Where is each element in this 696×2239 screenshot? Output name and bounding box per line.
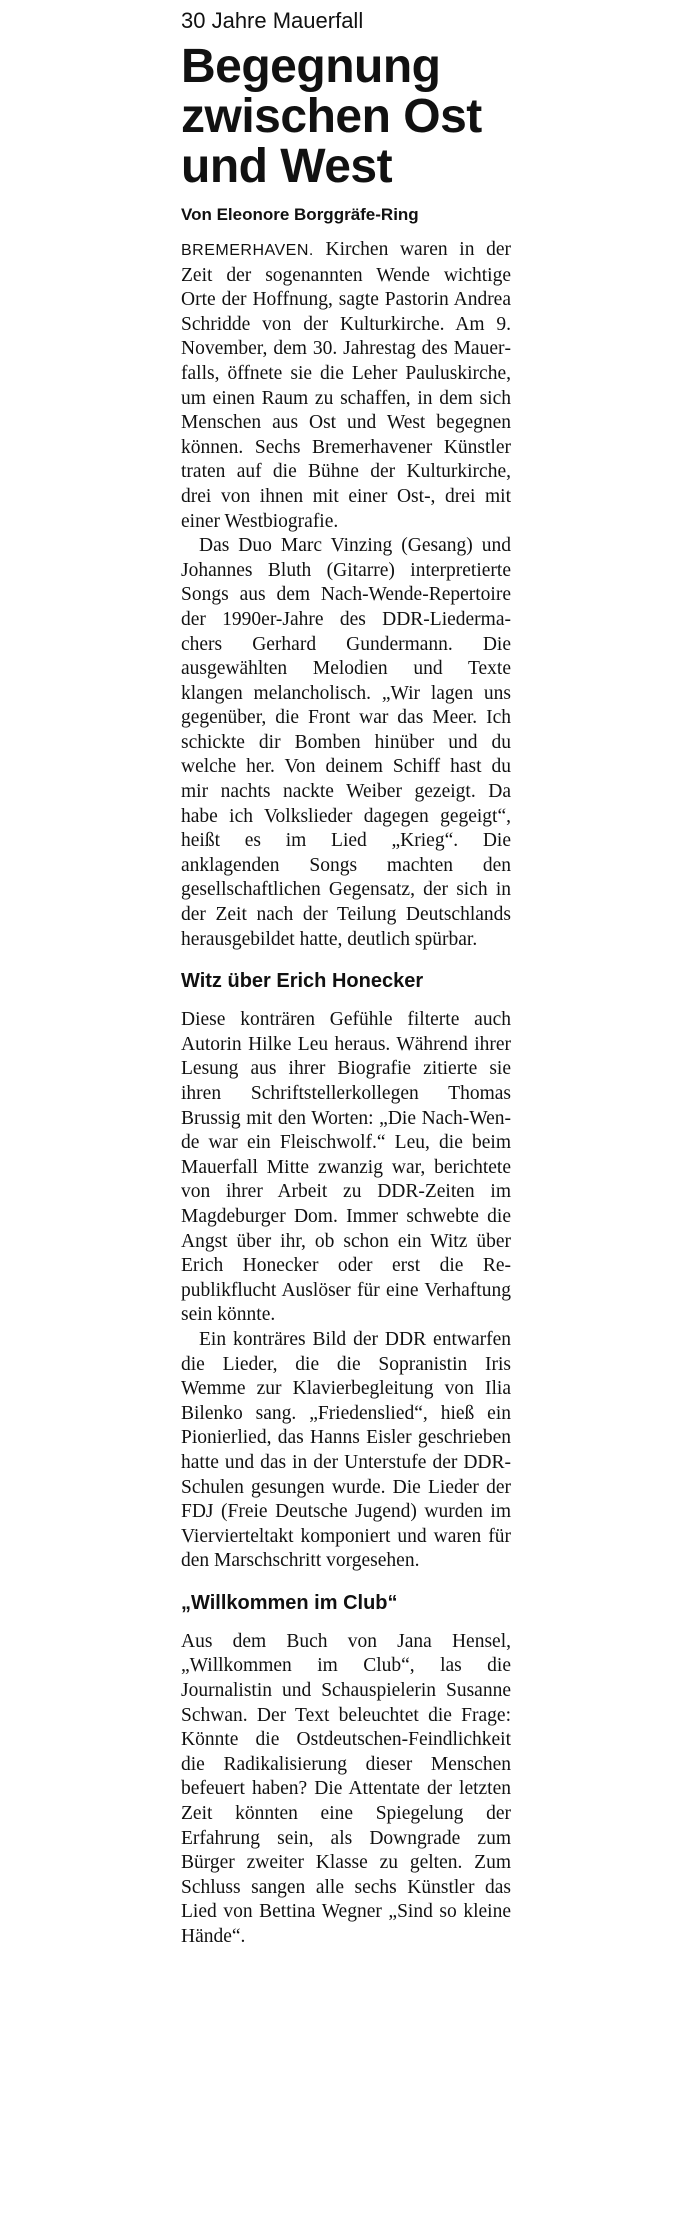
paragraph-3: Diese konträren Gefühle filterte auch Autorin Hilke Leu heraus. Während ihrer Lesung aus ihrer Biografie zitierte sie ihren Schriftstellerkollegen Thomas Brussig mit den Worten: „Die Nach-Wende war ein Fleischwolf.“ Leu, die beim Mauerfall Mitte zwanzig war, berichtete von ihrer Arbeit zu DDR-Zeiten im Magdeburger Dom. Immer schwebte die Angst über ihr, ob schon ein Witz über Erich Honecker oder erst die Republikflucht Auslöser für eine Verhaftung sein könnte. xyxy=(181,1009,511,1326)
paragraph-5: Aus dem Buch von Jana Hensel, „Willkommen im Club“, las die Journalistin und Schauspielerin Susanne Schwan. Der Text beleuchtet die Frage: Könnte die Ostdeutschen-Feindlichkeit die Radikalisierung dieser Menschen befeuert haben? Die Attentate der letzten Zeit könnten eine Spiegelung der Erfahrung sein, als Downgrade zum Bürger zweiter Klasse zu gelten. Zum Schluss sangen alle sechs Künstler das Lied von Bettina Wegner „Sind so kleine Hände“. xyxy=(181,1630,511,1947)
subhead-willkommen: „Willkommen im Club“ xyxy=(181,1591,398,1614)
paragraph-2: Das Duo Marc Vinzing (Gesang) und Johannes Bluth (Gitarre) interpretierte Songs aus dem Nach-Wende-Repertoire der 1990er-Jahre des DDR-Liedermachers Gerhard Gundermann. Die ausgewählten Melodien und Texte klangen melancholisch. „Wir lagen uns gegenüber, die Front war das Meer. Ich schickte dir Bomben hinüber und du welche her. Von deinem Schiff hast du mir nachts nackte Weiber gezeigt. Da habe ich Volkslieder dagegen gegeigt“, heißt es im Lied „Krieg“. Die anklagenden Songs machten den gesellschaftlichen Gegensatz, der sich in der Zeit nach der Teilung Deutschlands herausgebildet hatte, deutlich spürbar. xyxy=(181,535,511,950)
paragraph-1 xyxy=(181,238,511,534)
byline: Von Eleonore Borggräfe-Ring xyxy=(181,205,419,224)
kicker: 30 Jahre Mauerfall xyxy=(181,8,364,33)
dateline: BREMERHAVEN. xyxy=(181,242,314,259)
article xyxy=(181,0,511,1950)
headline: Begegnung zwischen Ost und West xyxy=(181,40,482,193)
subhead-honecker: Witz über Erich Honecker xyxy=(181,970,424,993)
paragraph-4: Ein konträres Bild der DDR entwarfen die Lieder, die die Sopranistin Iris Wemme zur Klavierbegleitung von Ilia Bilenko sang. „Friedenslied“, hieß ein Pionierlied, das Hanns Eisler geschrieben hatte und das in der Unterstufe der DDR-Schulen gesungen wurde. Die Lieder der FDJ (Freie Deutsche Jugend) wurden im Viervierteltakt komponiert und waren für den Marschschritt vorgesehen. xyxy=(181,1328,511,1572)
paragraph-1-text: Kirchen waren in der Zeit der sogenannten Wende wichtige Orte der Hoffnung, sagte Pastorin Andrea Schridde von der Kulturkirche. Am 9. November, dem 30. Jahrestag des Mauerfalls, öffnete sie die Leher Pauluskirche, um einen Raum zu schaffen, in dem sich Menschen aus Ost und West begegnen können. Sechs Bremerhavener Künstler traten auf die Bühne der Kulturkirche, drei von ihnen mit einer Ost-, drei mit einer Westbiografie. xyxy=(181,239,512,532)
